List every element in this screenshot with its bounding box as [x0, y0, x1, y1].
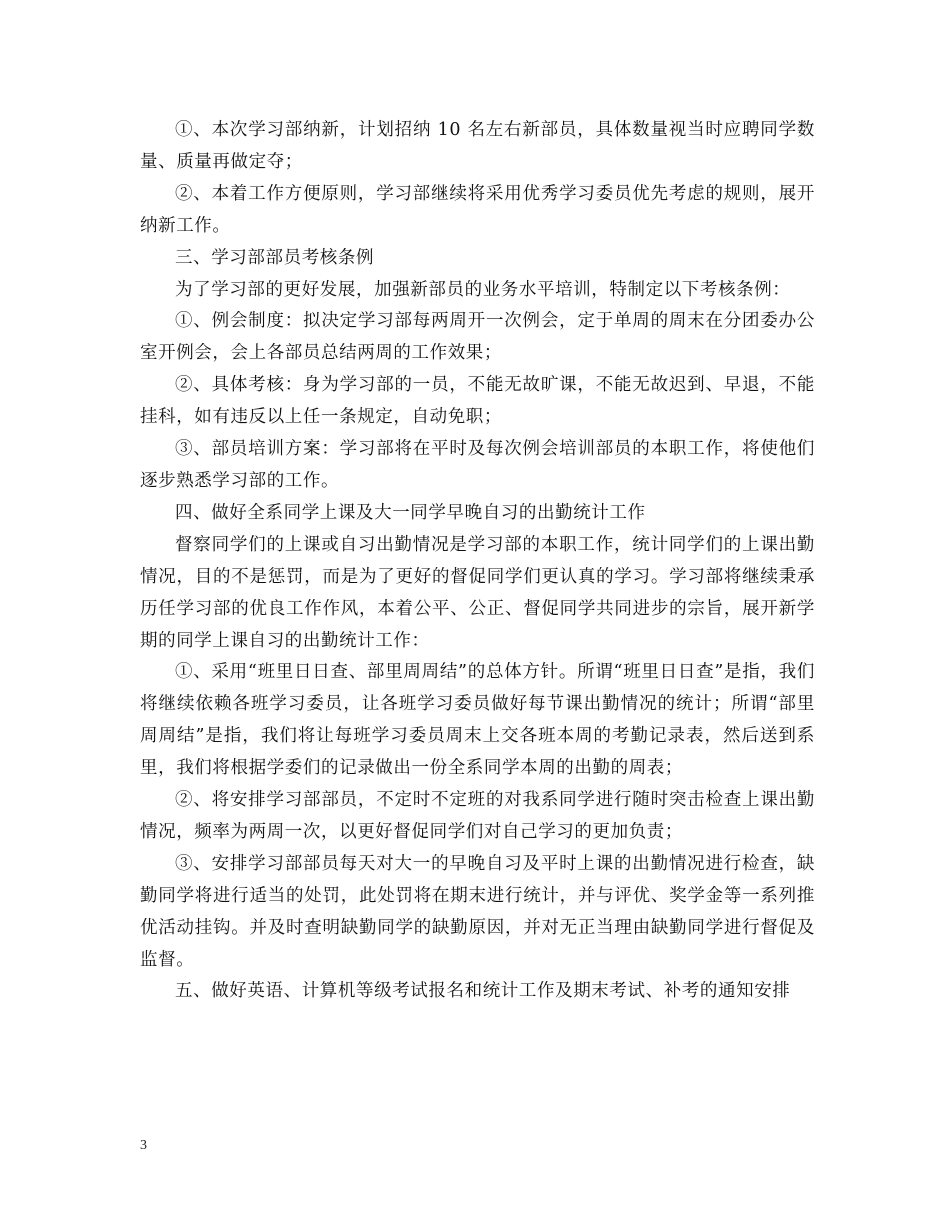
section-heading-exams: 五、做好英语、计算机等级考试报名和统计工作及期末考试、补考的通知安排: [175, 981, 791, 1002]
section-heading-assessment: 三、学习部部员考核条例: [175, 247, 375, 268]
section-heading-attendance: 四、做好全系同学上课及大一同学早晚自习的出勤统计工作: [175, 502, 646, 523]
paragraph-training-plan: ③、部员培训方案：学习部将在平时及每次例会培训部员的本职工作，将使他们逐步熟悉学习部的工作。: [140, 439, 815, 491]
paragraph-assessment-intro: 为了学习部的更好发展，加强新部员的业务水平培训，特制定以下考核条例：: [175, 279, 791, 300]
paragraph-freshman-checks: ③、安排学习部部员每天对大一的早晚自习及平时上课的出勤情况进行检查，缺勤同学将进行适当的处罚，此处罚将在期末进行统计，并与评优、奖学金等一系列推优活动挂钩。并及时查明缺勤同学的缺勤原因，并对无正当理由缺勤同学进行督促及监督。: [140, 853, 815, 970]
paragraph-attendance-intro: 督察同学们的上课或自习出勤情况是学习部的本职工作，统计同学们的上课出勤情况，目的不是惩罚，而是为了更好的督促同学们更认真的学习。学习部将继续秉承历任学习部的优良工作作风，本着公平、公正、督促同学共同进步的宗旨，展开新学期的同学上课自习的出勤统计工作：: [140, 534, 815, 651]
document-body: [140, 115, 815, 1008]
paragraph-specific-assessment: ②、具体考核：身为学习部的一员，不能无故旷课，不能无故迟到、早退，不能挂科，如有违反以上任一条规定，自动免职；: [140, 375, 815, 428]
paragraph-recruit-quota: ①、本次学习部纳新，计划招纳 10 名左右新部员，具体数量视当时应聘同学数量、质量再做定夺；: [140, 120, 815, 172]
paragraph-spot-checks: ②、将安排学习部部员，不定时不定班的对我系同学进行随时突击检查上课出勤情况，频率为两周一次，以更好督促同学们对自己学习的更加负责；: [140, 790, 815, 842]
paragraph-attendance-policy: ①、采用“班里日日查、部里周周结”的总体方针。所谓“班里日日查”是指，我们将继续依赖各班学习委员，让各班学习委员做好每节课出勤情况的统计；所谓“部里周周结”是指，我们将让每班学习委员周末上交各班本周的考勤记录表，然后送到系里，我们将根据学委们的记录做出一份全系同学本周的出勤的周表；: [140, 662, 815, 779]
paragraph-recruit-principle: ②、本着工作方便原则，学习部继续将采用优秀学习委员优先考虑的规则，展开纳新工作。: [140, 183, 815, 236]
page-number: 3: [140, 1138, 147, 1153]
paragraph-meeting-system: ①、例会制度：拟决定学习部每两周开一次例会，定于单周的周末在分团委办公室开例会，会上各部员总结两周的工作效果；: [140, 311, 815, 364]
